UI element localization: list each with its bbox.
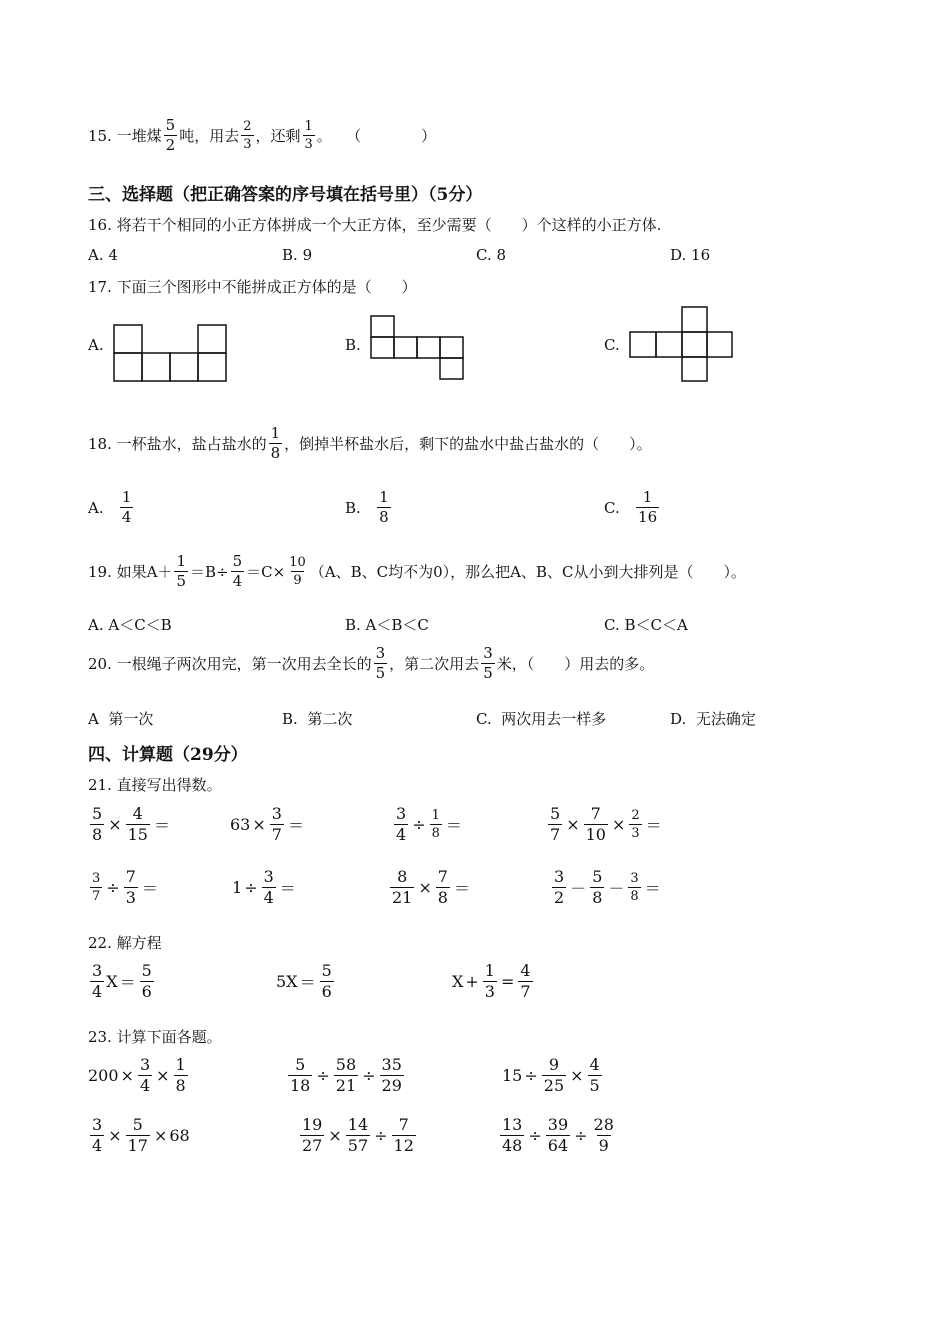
fraction: [262, 869, 276, 906]
times-sign: ×: [153, 1126, 168, 1145]
q18-option-b: [345, 490, 393, 525]
divide-sign: ÷: [362, 1066, 376, 1085]
q23-expr-6: [498, 1117, 618, 1154]
divide-sign: ÷: [528, 1126, 542, 1145]
fraction: [287, 556, 308, 587]
numerator: 1: [270, 424, 281, 442]
option-label: A.: [88, 498, 104, 517]
option-label: B.: [282, 709, 298, 728]
cube-net-a: [112, 323, 230, 383]
equals-sign: ＝: [299, 973, 316, 992]
divide-sign: ÷: [374, 1126, 388, 1145]
fraction: [124, 869, 138, 906]
denominator: 16: [638, 508, 658, 526]
denominator: 3: [125, 888, 136, 907]
numerator: 2: [631, 808, 640, 823]
q22-equation-2: [276, 963, 336, 1000]
denominator: 57: [347, 1136, 369, 1155]
denominator: 4: [121, 508, 132, 526]
divide-sign: ÷: [524, 1066, 538, 1085]
equals-sign: ＝: [141, 879, 158, 898]
denominator: 8: [92, 825, 103, 844]
q23-expr-3: [502, 1057, 604, 1094]
q16-option-c: [476, 246, 506, 264]
equals-sign: ＝: [279, 879, 296, 898]
denominator: 21: [335, 1076, 357, 1095]
option-value: 9: [302, 246, 313, 264]
fraction: [374, 646, 388, 681]
q17-label-b: B.: [345, 336, 361, 354]
q19-option-a: A. A＜C＜B: [88, 616, 172, 634]
divide-sign: ÷: [244, 878, 258, 897]
option-value: 无法确定: [695, 710, 756, 728]
q21-expr-8: [550, 869, 663, 906]
option-label: C.: [604, 498, 620, 517]
numerator: 35: [381, 1055, 402, 1074]
numerator: 8: [397, 867, 408, 886]
plus-sign: +: [465, 972, 479, 991]
fraction: [126, 806, 150, 843]
times-sign: ×: [418, 878, 432, 897]
question-23: 23. 计算下面各题。: [88, 1028, 222, 1046]
q-text: 19. 如果A＋: [88, 563, 173, 581]
question-15: [88, 118, 436, 153]
numerator: 1: [379, 488, 389, 506]
divide-sign: ÷: [106, 878, 120, 897]
divide-sign: ÷: [412, 815, 426, 834]
numerator: 1: [176, 552, 187, 570]
option-value: 第一次: [108, 710, 154, 728]
numerator: 5: [92, 804, 103, 823]
numerator: 3: [92, 871, 101, 886]
q23-expr-1: [88, 1057, 190, 1094]
numerator: 1: [431, 808, 440, 823]
fraction: [481, 646, 495, 681]
cube-net-b: [369, 314, 465, 382]
numerator: 5: [165, 116, 176, 134]
numerator: 3: [92, 1115, 103, 1134]
q-text: ＝C×: [246, 563, 286, 581]
denominator: 48: [502, 1136, 523, 1155]
denominator: 7: [92, 889, 101, 904]
option-label: C.: [476, 246, 492, 264]
denominator: 8: [437, 888, 448, 907]
option-value: 第二次: [307, 710, 353, 728]
denominator: 9: [293, 573, 302, 588]
denominator: 2: [165, 136, 176, 154]
q18-option-a: [88, 490, 135, 525]
numerator: 1: [642, 488, 653, 506]
q18-option-c: [604, 490, 661, 525]
fraction: [90, 963, 104, 1000]
denominator: 8: [270, 444, 281, 462]
option-value: 16: [691, 246, 711, 264]
numerator: 39: [547, 1115, 569, 1134]
numerator: 7: [590, 804, 601, 823]
denominator: 18: [290, 1076, 311, 1095]
question-22: 22. 解方程: [88, 934, 162, 952]
q21-expr-1: [88, 806, 172, 843]
times-sign: ×: [252, 815, 266, 834]
numerator: 13: [502, 1115, 523, 1134]
denominator: 3: [484, 982, 495, 1001]
question-21: 21. 直接写出得数。: [88, 776, 222, 794]
minus-sign: －: [570, 879, 587, 898]
q20-option-c: [476, 708, 606, 729]
fraction: [126, 1117, 150, 1154]
q16-option-a: [88, 246, 118, 264]
fraction: [320, 963, 334, 1000]
fraction: [392, 1117, 416, 1154]
times-sign: ×: [611, 815, 626, 834]
fraction: [270, 806, 284, 843]
fraction: [377, 490, 391, 525]
q-number: 15.: [88, 126, 112, 145]
fraction: [636, 490, 659, 525]
question-17: 17. 下面三个图形中不能拼成正方体的是（ ）: [88, 278, 417, 296]
denominator: 4: [139, 1076, 151, 1095]
question-19: [88, 554, 746, 589]
equals-sign: ＝: [453, 879, 470, 898]
q-text: 米，（ ）用去的多。: [496, 655, 655, 673]
fraction: [628, 872, 640, 903]
option-label: A.: [88, 246, 104, 264]
numerator: 5: [550, 804, 561, 823]
q22-equation-3: [452, 963, 535, 1000]
denominator: 64: [547, 1136, 569, 1155]
q-text: ，还剩: [255, 127, 301, 145]
fraction: [390, 869, 414, 906]
q21-expr-2: [230, 806, 306, 843]
fraction: [346, 1117, 370, 1154]
q-text: （A、B、C均不为0），那么把A、B、C从小到大排列是（ ）。: [309, 563, 746, 581]
fraction: [394, 806, 408, 843]
divide-sign: ÷: [316, 1066, 330, 1085]
numerator: 58: [335, 1055, 357, 1074]
denominator: 5: [176, 572, 187, 590]
denominator: 5: [375, 664, 386, 682]
fraction: [140, 963, 154, 1000]
q-text: 18. 一杯盐水，盐占盐水的: [88, 435, 267, 453]
option-value: 8: [496, 246, 507, 264]
denominator: 4: [263, 888, 274, 907]
denominator: 8: [175, 1076, 186, 1095]
divide-sign: ÷: [574, 1126, 588, 1145]
q23-expr-2: [286, 1057, 406, 1094]
denominator: 5: [589, 1076, 600, 1095]
denominator: 7: [520, 982, 531, 1001]
denominator: 8: [630, 889, 639, 904]
fraction: [334, 1057, 358, 1094]
equals-sign: =: [500, 972, 515, 991]
option-value: 两次用去一样多: [501, 710, 607, 728]
numerator: 3: [396, 804, 407, 823]
fraction: [138, 1057, 152, 1094]
numerator: 5: [141, 961, 152, 980]
option-label: D.: [670, 709, 687, 728]
equals-sign: ＝: [153, 816, 170, 835]
numerator: 3: [483, 644, 493, 662]
denominator: 3: [304, 137, 313, 152]
variable: X: [106, 972, 118, 991]
fraction: [590, 869, 604, 906]
question-16: 16. 将若干个相同的小正方体拼成一个大正方体，至少需要（ ）个这样的小正方体.: [88, 216, 662, 234]
numerator: 4: [589, 1055, 600, 1074]
fraction: [303, 120, 315, 151]
variable: X: [452, 972, 464, 991]
q21-expr-7: [388, 869, 472, 906]
q-text: 。: [316, 127, 332, 145]
fraction: [90, 1117, 104, 1154]
q16-option-d: [670, 246, 710, 264]
denominator: 6: [141, 982, 152, 1001]
numerator: 1: [484, 961, 495, 980]
number: 1: [232, 878, 243, 897]
option-label: A: [88, 709, 99, 728]
denominator: 5: [483, 664, 493, 682]
fraction: [548, 806, 562, 843]
numerator: 9: [548, 1055, 560, 1074]
fraction: [584, 806, 608, 843]
option-label: B.: [345, 498, 361, 517]
fraction: [300, 1117, 324, 1154]
numerator: 3: [92, 961, 103, 980]
numerator: 1: [121, 488, 132, 506]
denominator: 4: [92, 982, 103, 1001]
numerator: 5: [295, 1055, 306, 1074]
section-4-title: 四、计算题（29分）: [88, 745, 248, 765]
numerator: 5: [321, 961, 332, 980]
fraction: [546, 1117, 570, 1154]
q22-equation-1: [88, 963, 156, 1000]
q20-option-a: [88, 708, 153, 729]
denominator: 12: [393, 1136, 414, 1155]
numerator: 10: [289, 555, 306, 570]
fraction: [90, 806, 104, 843]
numerator: 4: [520, 961, 531, 980]
number: 68: [169, 1126, 190, 1145]
denominator: 8: [431, 826, 440, 841]
times-sign: ×: [120, 1066, 134, 1085]
numerator: 28: [593, 1115, 614, 1134]
numerator: 7: [125, 867, 136, 886]
term: 5X: [276, 972, 298, 991]
denominator: 17: [127, 1136, 148, 1155]
denominator: 3: [243, 137, 252, 152]
numerator: 14: [347, 1115, 369, 1134]
fraction: [90, 872, 102, 903]
question-18: [88, 426, 652, 461]
fraction: [120, 490, 134, 525]
equals-sign: ＝: [644, 879, 661, 898]
times-sign: ×: [566, 815, 580, 834]
fraction: [288, 1057, 312, 1094]
times-sign: ×: [328, 1126, 342, 1145]
numerator: 7: [398, 1115, 409, 1134]
numerator: 3: [263, 867, 274, 886]
fraction: [269, 426, 283, 461]
option-label: B.: [282, 246, 298, 264]
q20-option-b: [282, 708, 352, 729]
numerator: 3: [630, 871, 639, 886]
denominator: 7: [550, 825, 561, 844]
cube-net-c: [628, 305, 736, 383]
fraction: [174, 1057, 188, 1094]
numerator: 2: [243, 119, 252, 134]
option-value: 4: [108, 246, 118, 264]
numerator: 3: [271, 804, 282, 823]
denominator: 21: [392, 888, 413, 907]
q21-expr-5: [88, 869, 160, 906]
equals-sign: ＝: [287, 816, 304, 835]
numerator: 5: [232, 552, 243, 570]
denominator: 3: [631, 826, 640, 841]
fraction: [174, 554, 188, 589]
denominator: 4: [396, 825, 407, 844]
number: 200: [88, 1066, 119, 1085]
section-3-title: 三、选择题（把正确答案的序号填在括号里）（5分）: [88, 185, 483, 205]
denominator: 15: [127, 825, 148, 844]
numerator: 5: [592, 867, 603, 886]
numerator: 3: [554, 867, 565, 886]
denominator: 27: [302, 1136, 323, 1155]
fraction: [592, 1117, 616, 1154]
fraction: [231, 554, 245, 589]
q-text: ，第二次用去: [389, 655, 480, 673]
fraction: [500, 1117, 524, 1154]
question-20: [88, 646, 654, 681]
times-sign: ×: [108, 815, 122, 834]
q23-expr-5: [298, 1117, 418, 1154]
numerator: 1: [304, 119, 313, 134]
numerator: 1: [175, 1055, 186, 1074]
equals-sign: ＝: [645, 816, 662, 835]
numerator: 4: [132, 804, 143, 823]
q-text: ＝B÷: [190, 563, 229, 581]
q19-option-c: C. B＜C＜A: [604, 616, 688, 634]
q17-label-c: C.: [604, 336, 620, 354]
times-sign: ×: [570, 1066, 584, 1085]
denominator: 8: [592, 888, 603, 907]
denominator: 4: [232, 572, 243, 590]
fraction: [164, 118, 178, 153]
option-label: D.: [670, 246, 687, 264]
number: 15: [502, 1066, 523, 1085]
denominator: 6: [321, 982, 332, 1001]
fraction: [518, 963, 532, 1000]
q21-expr-3: [392, 806, 464, 843]
denominator: 29: [381, 1076, 402, 1095]
times-sign: ×: [108, 1126, 122, 1145]
numerator: 3: [375, 644, 386, 662]
q21-expr-6: [232, 869, 298, 906]
minus-sign: －: [608, 879, 625, 898]
fraction: [436, 869, 450, 906]
numerator: 5: [132, 1115, 143, 1134]
numerator: 3: [139, 1055, 151, 1074]
q19-option-b: B. A＜B＜C: [345, 616, 429, 634]
fraction: [588, 1057, 602, 1094]
q-text: ，倒掉半杯盐水后，剩下的盐水中盐占盐水的（ ）。: [284, 435, 652, 453]
q23-expr-4: [88, 1117, 190, 1154]
fraction: [430, 809, 442, 840]
fraction: [483, 963, 497, 1000]
equals-sign: ＝: [445, 816, 462, 835]
fraction: [241, 120, 253, 151]
denominator: 7: [271, 825, 282, 844]
denominator: 25: [543, 1076, 565, 1095]
denominator: 4: [92, 1136, 103, 1155]
q-text: 一堆煤: [116, 127, 162, 145]
times-sign: ×: [156, 1066, 170, 1085]
number: 63: [230, 815, 251, 834]
denominator: 8: [379, 508, 389, 526]
equals-sign: ＝: [119, 973, 136, 992]
numerator: 7: [437, 867, 448, 886]
fraction: [542, 1057, 566, 1094]
fraction: [552, 869, 566, 906]
option-label: C.: [476, 709, 492, 728]
q-text: 吨，用去: [179, 127, 240, 145]
denominator: 9: [598, 1136, 609, 1155]
fraction: [380, 1057, 404, 1094]
fraction: [629, 809, 641, 840]
q20-option-d: [670, 708, 756, 729]
q17-label-a: A.: [88, 336, 104, 354]
denominator: 10: [585, 825, 606, 844]
q16-option-b: [282, 246, 312, 264]
answer-blank: （ ）: [346, 127, 437, 145]
denominator: 2: [554, 888, 565, 907]
q21-expr-4: [546, 806, 664, 843]
q-text: 20. 一根绳子两次用完，第一次用去全长的: [88, 655, 372, 673]
numerator: 19: [302, 1115, 323, 1134]
